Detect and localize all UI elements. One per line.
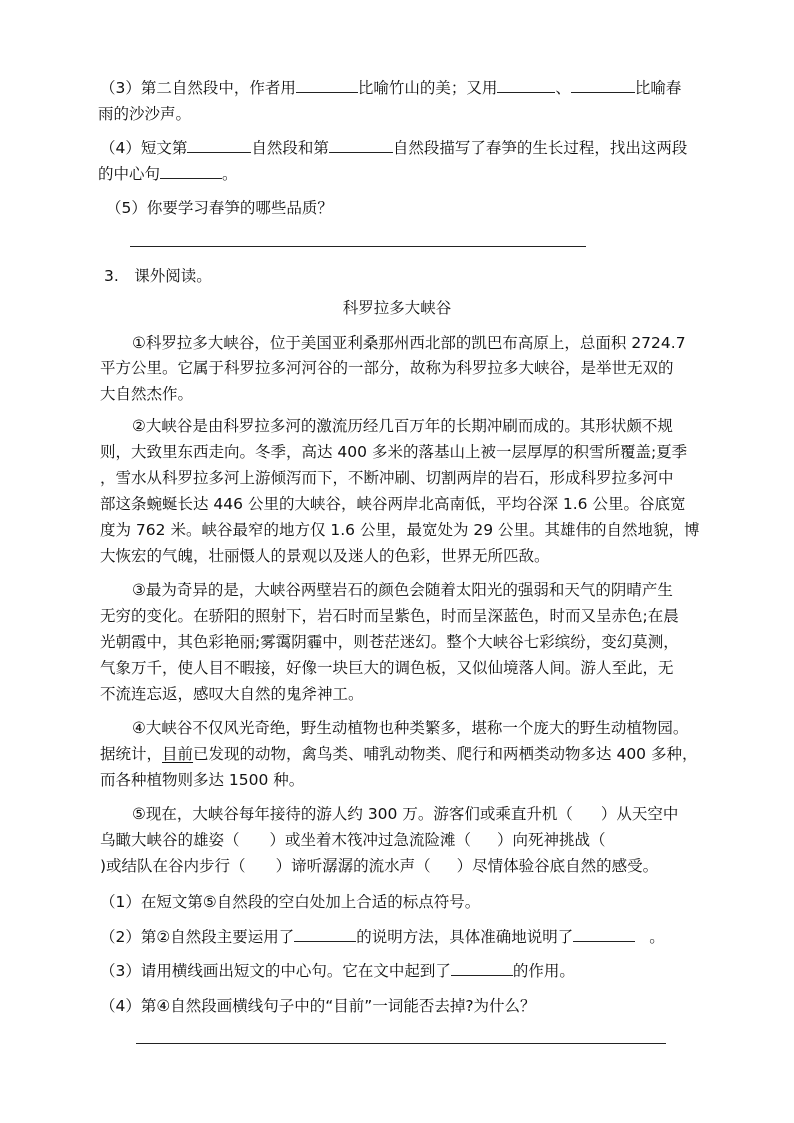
answer-blank[interactable] bbox=[329, 138, 393, 153]
question-3-line-2: 雨的沙沙声。 bbox=[98, 105, 192, 123]
answer-blank[interactable] bbox=[160, 164, 222, 179]
p2-line-6: 大恢宏的气魄，壮丽慑人的景观以及迷人的色彩，世界无所匹敌。 bbox=[100, 547, 550, 565]
q4-text-b: 自然段和第 bbox=[251, 139, 329, 157]
sq2-text-b: 的说明方法，具体准确地说明了 bbox=[356, 928, 574, 946]
p5-text-e: ）向死神挑战（ bbox=[497, 831, 606, 849]
answer-blank[interactable] bbox=[573, 927, 635, 942]
q3-text-c: 、 bbox=[555, 79, 571, 97]
answer-blank[interactable] bbox=[187, 138, 251, 153]
sub-question-2 bbox=[100, 927, 665, 947]
sub-question-1: （1）在短文第⑤自然段的空白处加上合适的标点符号。 bbox=[100, 893, 481, 911]
p3-line-4: 气象万千，使人目不暇接，好像一块巨大的调色板，又似仙境落人间。游人至此，无 bbox=[100, 659, 674, 677]
p4-text-a: 据统计， bbox=[100, 745, 163, 763]
sub-question-4: （4）第④自然段画横线句子中的“目前”一词能否去掉?为什么？ bbox=[100, 997, 536, 1015]
answer-line[interactable] bbox=[130, 246, 586, 247]
p2-line-3: ，雪水从科罗拉多河上游倾泻而下，不断冲刷、切割两岸的岩石，形成科罗拉多河中 bbox=[100, 469, 674, 487]
question-4-line-1 bbox=[100, 138, 687, 158]
sq2-text-a: （2）第②自然段主要运用了 bbox=[100, 928, 295, 946]
q4-text-a: （4）短文第 bbox=[100, 139, 188, 157]
p4-line-2 bbox=[100, 744, 697, 764]
p4-line-1: ④大峡谷不仅风光奇绝，野生动植物也种类繁多，堪称一个庞大的野生动植物园。 bbox=[132, 719, 689, 737]
p5-line-1 bbox=[132, 804, 678, 824]
sub-question-3 bbox=[100, 961, 575, 981]
q3-text-d: 比喻春 bbox=[634, 79, 682, 97]
p3-line-5: 不流连忘返，感叹大自然的鬼斧神工。 bbox=[100, 685, 364, 703]
p2-line-1: ②大峡谷是由科罗拉多河的激流历经几百万年的长期冲刷而成的。其形状颇不规 bbox=[132, 417, 673, 435]
p4-text-b: 已发现的动物，禽鸟类、哺乳动物类、爬行和两栖类动物多达 400 多种， bbox=[193, 745, 698, 763]
p3-line-1: ③最为奇异的是，大峡谷两壁岩石的颜色会随着太阳光的强弱和天气的阴晴产生 bbox=[132, 581, 673, 599]
answer-blank[interactable] bbox=[296, 78, 358, 93]
p5-text-h: ）尽情体验谷底自然的感受。 bbox=[456, 857, 659, 875]
answer-blank[interactable] bbox=[571, 78, 635, 93]
q3-text-b: 比喻竹山的美；又用 bbox=[357, 79, 498, 97]
p5-text-b: ）从天空中 bbox=[600, 805, 679, 823]
p5-line-3 bbox=[100, 856, 658, 876]
p3-line-2: 无穷的变化。在骄阳的照射下，岩石时而呈紫色，时而呈深蓝色，时而又呈赤色;在晨 bbox=[100, 607, 679, 625]
answer-blank[interactable] bbox=[497, 78, 555, 93]
p2-line-5: 度为 762 米。峡谷最窄的地方仅 1.6 公里，最宽处为 29 公里。其雄伟的自然地貌，博 bbox=[100, 521, 700, 539]
p1-line-3: 大自然杰作。 bbox=[100, 385, 194, 403]
p5-text-g: ）谛听潺潺的流水声（ bbox=[275, 857, 431, 875]
p3-line-3: 光朝霞中，其色彩艳丽;雾霭阴霾中，则苍茫迷幻。整个大峡谷七彩缤纷，变幻莫测， bbox=[100, 633, 679, 651]
q4-text-c: 自然段描写了春笋的生长过程，找出这两段 bbox=[392, 139, 688, 157]
p5-text-d: ）或坐着木筏冲过急流险滩（ bbox=[269, 831, 472, 849]
answer-blank[interactable] bbox=[451, 961, 513, 976]
p5-line-2 bbox=[100, 830, 606, 850]
question-4-line-2 bbox=[98, 164, 238, 184]
article-title: 科罗拉多大峡谷 bbox=[342, 299, 452, 317]
p1-line-1: ①科罗拉多大峡谷，位于美国亚利桑那州西北部的凯巴布高原上，总面积 2724.7 bbox=[132, 334, 686, 352]
section-3-heading: 3. 课外阅读。 bbox=[104, 267, 212, 285]
sq3-text-b: 的作用。 bbox=[512, 962, 575, 980]
p5-text-f: )或结队在谷内步行（ bbox=[100, 857, 246, 875]
p2-line-2: 则，大致里东西走向。冬季，高达 400 多米的落基山上被一层厚厚的积雪所覆盖;夏季 bbox=[100, 443, 688, 461]
p4-underlined-word: 目前 bbox=[162, 745, 194, 763]
p1-line-2: 平方公里。它属于科罗拉多河河谷的一部分，故称为科罗拉多大峡谷，是举世无双的 bbox=[100, 359, 674, 377]
p5-text-c: 乌瞰大峡谷的雄姿（ bbox=[100, 831, 240, 849]
p5-text-a: ⑤现在，大峡谷每年接待的游人约 300 万。游客们或乘直升机（ bbox=[132, 805, 573, 823]
answer-line[interactable] bbox=[136, 1043, 666, 1044]
answer-blank[interactable] bbox=[294, 927, 356, 942]
question-5: （5）你要学习春笋的哪些品质？ bbox=[106, 199, 333, 217]
q3-text-a: （3）第二自然段中，作者用 bbox=[100, 79, 296, 97]
q4-text-d: 的中心句 bbox=[98, 165, 161, 183]
p2-line-4: 部这条蜿蜒长达 446 公里的大峡谷，峡谷两岸北高南低，平均谷深 1.6 公里。谷底宽 bbox=[100, 495, 686, 513]
question-3-line-1 bbox=[100, 78, 681, 98]
q4-text-e: 。 bbox=[222, 165, 238, 183]
p4-line-3: 而各种植物则多达 1500 种。 bbox=[100, 771, 305, 789]
sq3-text-a: （3）请用横线画出短文的中心句。它在文中起到了 bbox=[100, 962, 451, 980]
sq2-text-c: 。 bbox=[649, 928, 665, 946]
